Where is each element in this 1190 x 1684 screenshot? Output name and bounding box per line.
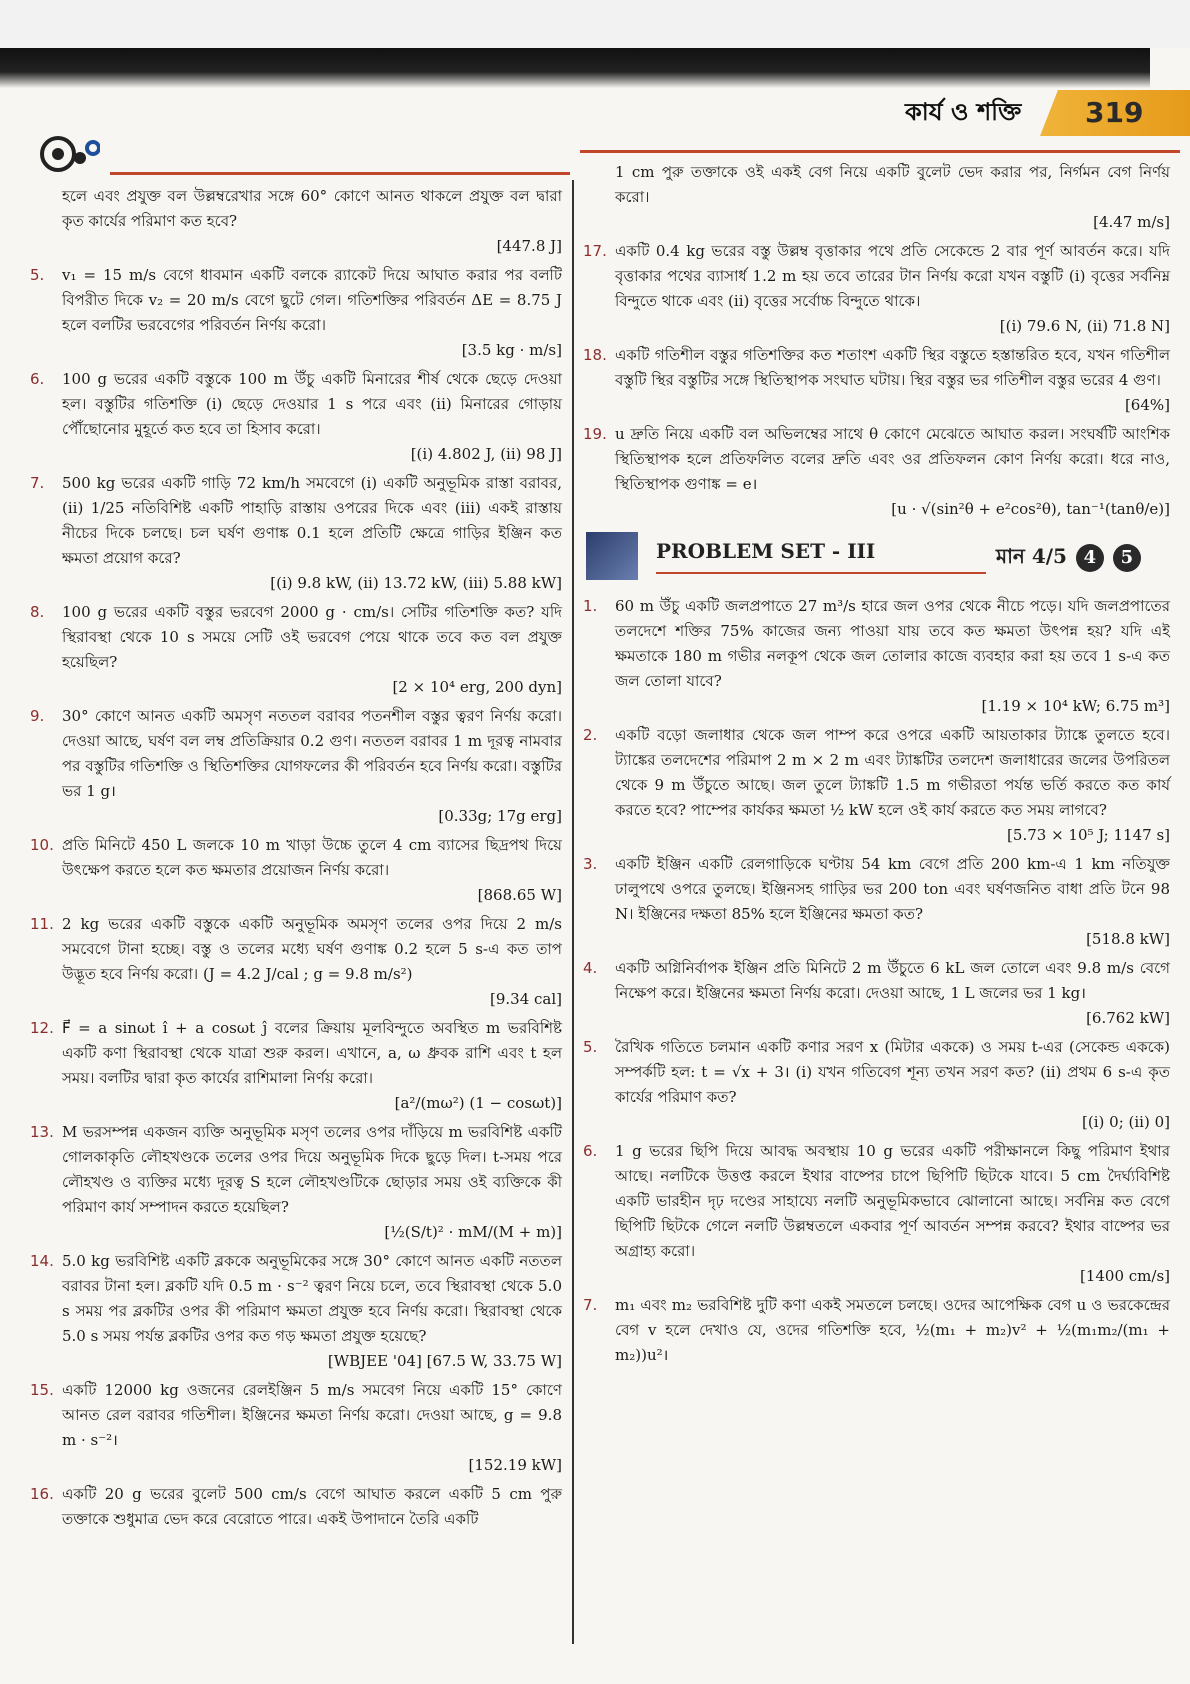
left-column xyxy=(30,184,562,1536)
problem-item xyxy=(30,1378,562,1478)
problem-answer: [447.8 J] xyxy=(496,237,562,255)
score-denominator: 5 xyxy=(1113,544,1141,572)
problem-number: 12. xyxy=(30,1019,54,1037)
problem-item xyxy=(30,704,562,829)
problem-text: প্রতি মিনিটে 450 L জলকে 10 m খাড়া উচ্চে তুলে 4 cm ব্যাসের ছিদ্রপথ দিয়ে উৎক্ষেপ করতে হলে কত ক্ষমতার প্রয়োজন নির্ণয় করো। xyxy=(62,836,562,879)
problem-number: 6. xyxy=(583,1142,598,1160)
problem-text: 30° কোণে আনত একটি অমসৃণ নততল বরাবর পতনশীল বস্তুর ত্বরণ নির্ণয় করো। দেওয়া আছে, ঘর্ষণ বল লম্ব প্রতিক্রিয়ার 0.2 গুণ। নততল বরাবর 1 m দূরত্ব নামবার পর বস্তুটির গতিশক্তি ও স্থিতিশক্তির যোগফলের কী পরিবর্তন হবে নির্ণয় করো। বস্তুটির ভর 1 g। xyxy=(62,707,562,800)
problem-text: m₁ এবং m₂ ভরবিশিষ্ট দুটি কণা একই সমতলে চলছে। ওদের আপেক্ষিক বেগ u ও ভরকেন্দ্রের বেগ v হলে দেখাও যে, ওদের গতিশক্তি হবে, ½(m₁ + m₂)v² + ½(m₁m₂/(m₁ + m₂))u²। xyxy=(615,1296,1170,1364)
problem-number: 15. xyxy=(30,1381,54,1399)
problem-answer: [½(S/t)² · mM/(M + m)] xyxy=(384,1223,562,1241)
page-margin xyxy=(0,0,1190,48)
problem-text: একটি বড়ো জলাধার থেকে জল পাম্প করে ওপরে একটি আয়তাকার ট্যাঙ্কে তুলতে হবে। ট্যাঙ্কের তলদেশের পরিমাপ 2 m × 2 m এবং ট্যাঙ্কটির তলদেশ জলাধারের জলের উপরিতল থেকে 9 m উঁচুতে আছে। জল তুলে ট্যাঙ্কটি 1.5 m গভীরতা পর্যন্ত ভর্তি করতে কত কার্য করতে হবে? পাম্পের কার্যকর ক্ষমতা ½ kW হলে ওই কার্য করতে কত সময় লাগবে? xyxy=(615,726,1170,819)
page-number: 319 xyxy=(1085,96,1144,129)
problem-answer: [u · √(sin²θ + e²cos²θ), tan⁻¹(tanθ/e)] xyxy=(891,500,1170,518)
score-numerator: 4 xyxy=(1076,544,1104,572)
problem-set-rule xyxy=(656,572,986,574)
problem-item xyxy=(30,1120,562,1245)
header-rule-left xyxy=(110,172,570,175)
problem-number: 5. xyxy=(583,1038,598,1056)
problem-item xyxy=(583,239,1170,339)
problem-number: 7. xyxy=(583,1296,598,1314)
problem-answer: [9.34 cal] xyxy=(489,990,562,1008)
right-column xyxy=(583,160,1170,1372)
problem-answer: [(i) 9.8 kW, (ii) 13.72 kW, (iii) 5.88 kW] xyxy=(270,574,562,592)
problem-item xyxy=(30,1249,562,1374)
score-label: মান xyxy=(996,544,1025,568)
problem-number: 19. xyxy=(583,425,607,443)
problem-answer: [1.19 × 10⁴ kW; 6.75 m³] xyxy=(981,697,1170,715)
problem-number: 6. xyxy=(30,370,45,388)
problem-number: 2. xyxy=(583,726,598,744)
chapter-title: কার্য ও শক্তি xyxy=(905,97,1022,126)
problem-text: 5.0 kg ভরবিশিষ্ট একটি ব্লককে অনুভূমিকের সঙ্গে 30° কোণে আনত একটি নততল বরাবর টানা হল। ব্লকটি যদি 0.5 m · s⁻² ত্বরণ নিয়ে চলে, তবে স্থিরাবস্থা থেকে 5.0 s সময় পর ব্লকটির ওপর কী পরিমাণ ক্ষমতা প্রযুক্ত হবে নির্ণয় করো। স্থিরাবস্থা থেকে 5.0 s সময় পর্যন্ত ব্লকটির ওপর কত গড় ক্ষমতা প্রযুক্ত হয়েছে? xyxy=(62,1252,562,1345)
problem-item xyxy=(30,367,562,467)
problem-item xyxy=(583,1139,1170,1289)
problem-set-title: PROBLEM SET - III xyxy=(656,539,876,563)
difficulty-score xyxy=(996,540,1141,572)
problem-text: একটি গতিশীল বস্তুর গতিশক্তির কত শতাংশ একটি স্থির বস্তুতে হস্তান্তরিত হবে, যখন গতিশীল বস্তুটি স্থির বস্তুটির সঙ্গে স্থিতিস্থাপক সংঘাত ঘটায়। স্থির বস্তুর ভর গতিশীল বস্তুর ভরের 4 গুণ। xyxy=(615,346,1170,389)
problem-number: 4. xyxy=(583,959,598,977)
header-rule-right xyxy=(580,150,1180,153)
column-divider xyxy=(572,180,574,1644)
problem-number: 17. xyxy=(583,242,607,260)
problem-answer: [(i) 79.6 N, (ii) 71.8 N] xyxy=(999,317,1170,335)
problem-text: v₁ = 15 m/s বেগে ধাবমান একটি বলকে র‍্যাকেট দিয়ে আঘাত করার পর বলটি বিপরীত দিকে v₂ = 20 m/s বেগে ছুটে গেল। গতিশক্তির পরিবর্তন ΔE = 8.75 J হলে বলটির ভরবেগের পরিবর্তন নির্ণয় করো। xyxy=(62,266,562,334)
problem-answer: [868.65 W] xyxy=(477,886,562,904)
problem-answer: [(i) 0; (ii) 0] xyxy=(1082,1113,1170,1131)
problem-number: 9. xyxy=(30,707,45,725)
problem-text: একটি ইঞ্জিন একটি রেলগাড়িকে ঘণ্টায় 54 km বেগে প্রতি 200 km-এ 1 km নতিযুক্ত ঢালুপথে ওপরে তুলছে। ইঞ্জিনসহ গাড়ির ভর 200 ton এবং ঘর্ষণজনিত বাধা প্রতি টনে 98 N। ইঞ্জিনের দক্ষতা 85% হলে ইঞ্জিনের ক্ষমতা কত? xyxy=(615,855,1170,923)
problem-answer: [4.47 m/s] xyxy=(1093,213,1170,231)
problem-number: 7. xyxy=(30,474,45,492)
problem-text: 60 m উঁচু একটি জলপ্রপাতে 27 m³/s হারে জল ওপর থেকে নীচে পড়ে। যদি জলপ্রপাতের তলদেশে শক্তির 75% কাজের জন্য পাওয়া যায় তবে কত ক্ষমতা উৎপন্ন হয়? যদি এই ক্ষমতাকে 180 m গভীর নলকূপ থেকে জল তোলার কাজে ব্যবহার করা হয় তবে 1 s-এ কত জল তোলা যাবে? xyxy=(615,597,1170,690)
problem-item xyxy=(30,600,562,700)
problem-text: একটি 12000 kg ওজনের রেলইঞ্জিন 5 m/s সমবেগ নিয়ে একটি 15° কোণে আনত রেল বরাবর গতিশীল। ইঞ্জিনের ক্ষমতা নির্ণয় করো। দেওয়া আছে, g = 9.8 m · s⁻²। xyxy=(62,1381,562,1449)
problem-text: 100 g ভরের একটি বস্তুর ভরবেগ 2000 g · cm/s। সেটির গতিশক্তি কত? যদি স্থিরাবস্থা থেকে 10 s সময়ে সেটি ওই ভরবেগ পেয়ে থাকে তবে কত বল প্রযুক্ত হয়েছিল? xyxy=(62,603,562,671)
problem-text: 2 kg ভরের একটি বস্তুকে একটি অনুভূমিক অমসৃণ তলের ওপর দিয়ে 2 m/s সমবেগে টানা হচ্ছে। বস্তু ও তলের মধ্যে ঘর্ষণ গুণাঙ্ক 0.2 হলে 5 s-এ কত তাপ উদ্ভূত হবে নির্ণয় করো। (J = 4.2 J/cal ; g = 9.8 m/s²) xyxy=(62,915,562,983)
score-value: 4/5 xyxy=(1031,544,1067,568)
problem-answer: [(i) 4.802 J, (ii) 98 J] xyxy=(410,445,562,463)
head-gears-icon xyxy=(40,128,100,180)
problem-item xyxy=(30,1482,562,1532)
problem-text: M ভরসম্পন্ন একজন ব্যক্তি অনুভূমিক মসৃণ তলের ওপর দাঁড়িয়ে m ভরবিশিষ্ট একটি গোলকাকৃতি লৌহখণ্ডকে তলের ওপর দিয়ে অনুভূমিক দিকে ছুড়ে দিল। t-সময় পরে লৌহখণ্ড ও ব্যক্তির মধ্যে দূরত্ব S হলে লৌহখণ্ডটিকে ছোড়ার সময় ওই ব্যক্তিকে কী পরিমাণ কার্য সম্পাদন করতে হয়েছিল? xyxy=(62,1123,562,1216)
problem-text: u দ্রুতি নিয়ে একটি বল অভিলম্বের সাথে θ কোণে মেঝেতে আঘাত করল। সংঘর্ষটি আংশিক স্থিতিস্থাপক হলে প্রতিফলিত বলের দ্রুতি এবং ওর প্রতিফলন কোণ নির্ণয় করো। ধরে নাও, স্থিতিস্থাপক গুণাঙ্ক = e। xyxy=(615,425,1170,493)
problem-text: একটি 20 g ভরের বুলেট 500 cm/s বেগে আঘাত করলে একটি 5 cm পুরু তক্তাকে শুধুমাত্র ভেদ করে বেরোতে পারে। একই উপাদানে তৈরি একটি xyxy=(62,1485,562,1528)
problem-item xyxy=(615,160,1170,235)
problem-answer: [152.19 kW] xyxy=(468,1456,562,1474)
problem-number: 5. xyxy=(30,266,45,284)
problem-item xyxy=(583,422,1170,522)
right-column-problems xyxy=(583,160,1170,522)
problem-item xyxy=(30,912,562,1012)
problem-text: হলে এবং প্রযুক্ত বল উল্লম্বরেখার সঙ্গে 60° কোণে আনত থাকলে প্রযুক্ত বল দ্বারা কৃত কার্যের পরিমাণ কত হবে? xyxy=(62,187,562,230)
problem-text: রৈখিক গতিতে চলমান একটি কণার সরণ x (মিটার এককে) ও সময় t-এর (সেকেন্ড এককে) সম্পর্কটি হল: t = √x + 3। (i) যখন গতিবেগ শূন্য তখন সরণ কত? (ii) প্রথম 6 s-এ কৃত কার্যের পরিমাণ কত? xyxy=(615,1038,1170,1106)
problem-number: 1. xyxy=(583,597,598,615)
problem-answer: [a²/(mω²) (1 − cosωt)] xyxy=(394,1094,562,1112)
problem-item xyxy=(583,594,1170,719)
problem-answer: [1400 cm/s] xyxy=(1079,1267,1170,1285)
problem-answer: [3.5 kg · m/s] xyxy=(461,341,562,359)
problem-item xyxy=(62,184,562,259)
problem-item xyxy=(583,956,1170,1031)
problem-number: 18. xyxy=(583,346,607,364)
problem-set-header xyxy=(586,532,1170,586)
problem-item xyxy=(30,1016,562,1116)
problem-item xyxy=(30,833,562,908)
problem-answer: [0.33g; 17g erg] xyxy=(438,807,562,825)
problem-number: 16. xyxy=(30,1485,54,1503)
problem-number: 11. xyxy=(30,915,54,933)
problem-number: 13. xyxy=(30,1123,54,1141)
problem-answer: [5.73 × 10⁵ J; 1147 s] xyxy=(1007,826,1170,844)
problem-item xyxy=(583,1035,1170,1135)
problem-text: একটি অগ্নিনির্বাপক ইঞ্জিন প্রতি মিনিটে 2 m উঁচুতে 6 kL জল তোলে এবং 9.8 m/s বেগে নিক্ষেপ করে। ইঞ্জিনের ক্ষমতা নির্ণয় করো। দেওয়া আছে, 1 L জলের ভর 1 kg। xyxy=(615,959,1170,1002)
problem-item xyxy=(583,852,1170,952)
problem-text: 500 kg ভরের একটি গাড়ি 72 km/h সমবেগে (i) একটি অনুভূমিক রাস্তা বরাবর, (ii) 1/25 নতিবিশিষ্ট একটি পাহাড়ি রাস্তায় ওপরের দিকে এবং (iii) একই রাস্তায় নীচের দিকে চলছে। চল ঘর্ষণ গুণাঙ্ক 0.1 হলে প্রতিটি ক্ষেত্রে গাড়ির ইঞ্জিন কত ক্ষমতা প্রয়োগ করে? xyxy=(62,474,562,567)
problem-text: 1 g ভরের ছিপি দিয়ে আবদ্ধ অবস্থায় 10 g ভরের একটি পরীক্ষানলে কিছু পরিমাণ ইথার আছে। নলটিকে উত্তপ্ত করলে ইথার বাষ্পের চাপে ছিপিটি ছিটকে যাবে। 5 cm দৈর্ঘ্যবিশিষ্ট একটি ভারহীন দৃঢ় দণ্ডের সাহায্যে নলটি অনুভূমিকভাবে ঝোলানো আছে। সর্বনিম্ন কত বেগে ছিপিটি ছিটকে গেলে নলটি উল্লম্বতলে একবার পূর্ণ আবর্তন সম্পন্ন করবে? ইথার বাষ্পের ভর অগ্রাহ্য করো। xyxy=(615,1142,1170,1260)
problem-answer: [6.762 kW] xyxy=(1086,1009,1170,1027)
problem-number: 14. xyxy=(30,1252,54,1270)
problem-number: 8. xyxy=(30,603,45,621)
problem-number: 10. xyxy=(30,836,54,854)
problem-text: 100 g ভরের একটি বস্তুকে 100 m উঁচু একটি মিনারের শীর্ষ থেকে ছেড়ে দেওয়া হল। বস্তুটির গতিশক্তি (i) ছেড়ে দেওয়ার 1 s পরে এবং (ii) মিনারের গোড়ায় পৌঁছোনোর মুহূর্তে কত হবে তা হিসাব করো। xyxy=(62,370,562,438)
problem-item xyxy=(30,263,562,363)
problem-text: 1 cm পুরু তক্তাকে ওই একই বেগ নিয়ে একটি বুলেট ভেদ করার পর, নির্গমন বেগ নির্ণয় করো। xyxy=(615,163,1170,206)
problem-answer: [WBJEE '04] [67.5 W, 33.75 W] xyxy=(327,1352,562,1370)
page-edge-shadow xyxy=(0,48,1150,88)
problem-item xyxy=(30,471,562,596)
problem-set-items xyxy=(583,594,1170,1368)
problem-answer: [518.8 kW] xyxy=(1086,930,1170,948)
problem-item xyxy=(583,1293,1170,1368)
problem-answer: [64%] xyxy=(1124,396,1170,414)
problem-text: একটি 0.4 kg ভরের বস্তু উল্লম্ব বৃত্তাকার পথে প্রতি সেকেন্ডে 2 বার পূর্ণ আবর্তন করে। যদি বৃত্তাকার পথের ব্যাসার্ধ 1.2 m হয় তবে তারের টান নির্ণয় করো যখন বস্তুটি (i) বৃত্তের সর্বনিম্ন বিন্দুতে থাকে এবং (ii) বৃত্তের সর্বোচ্চ বিন্দুতে থাকে। xyxy=(615,242,1170,310)
telescope-icon xyxy=(586,532,638,580)
problem-text: F⃗ = a sinωt î + a cosωt ĵ বলের ক্রিয়ায় মূলবিন্দুতে অবস্থিত m ভরবিশিষ্ট একটি কণা স্থিরাবস্থা থেকে যাত্রা শুরু করল। এখানে, a, ω ধ্রুবক রাশি এবং t হল সময়। বলটির দ্বারা কৃত কার্যের রাশিমালা নির্ণয় করো। xyxy=(62,1019,562,1087)
problem-item xyxy=(583,723,1170,848)
problem-item xyxy=(583,343,1170,418)
problem-number: 3. xyxy=(583,855,598,873)
problem-answer: [2 × 10⁴ erg, 200 dyn] xyxy=(392,678,562,696)
